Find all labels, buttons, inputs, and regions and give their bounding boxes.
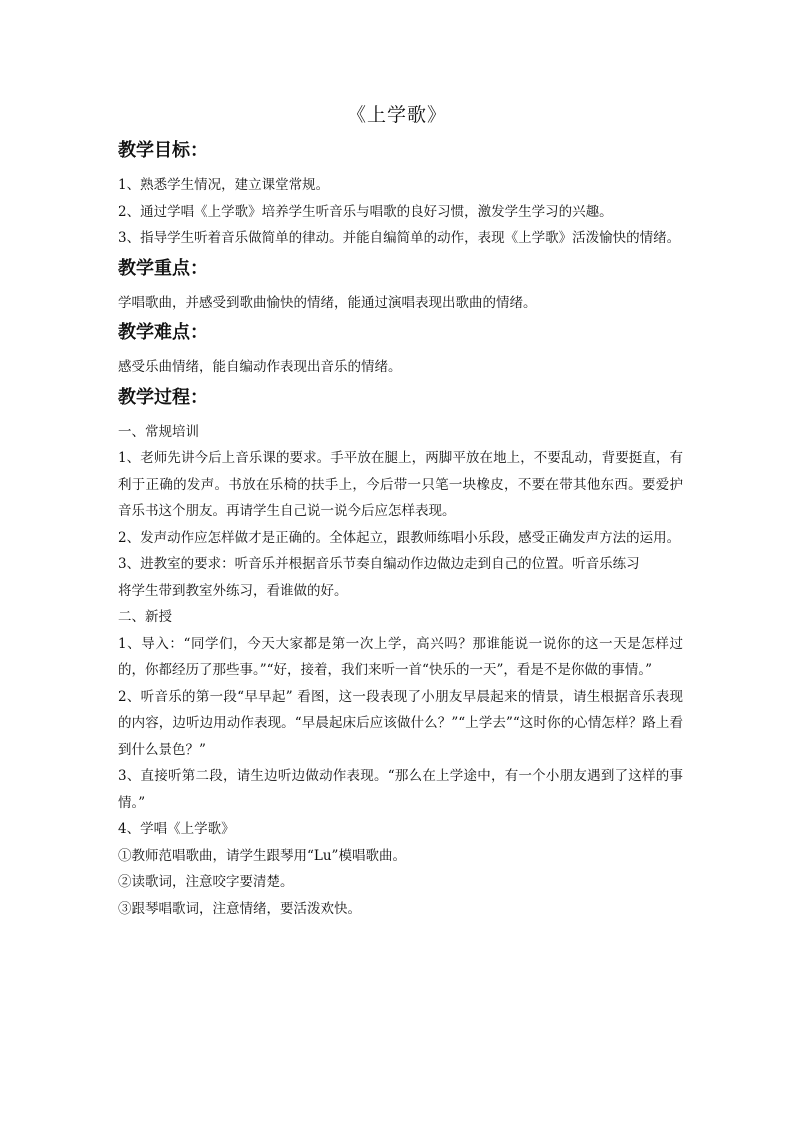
document-body [118,136,683,922]
process-item-7: 1、导入：“同学们，今天大家都是第一次上学，高兴吗？那谁能说一说你的这一天是怎样过的，你都经历了那些事。”“好，接着，我们来听一首“快乐的一天”，看是不是你做的事情。” [118,635,683,678]
document-title: 《上学歌》 [346,104,447,126]
keypoint-item-1: 学唱歌曲，并感受到歌曲愉快的情绪，能通过演唱表现出歌曲的情绪。 [118,294,537,311]
process-item-3: 2、发声动作应怎样做才是正确的。全体起立，跟教师练唱小乐段，感受正确发声方法的运用。 [118,529,681,546]
heading-goals: 教学目标： [118,140,208,161]
process-item-1: 一、常规培训 [118,423,199,440]
process-item-10: 4、学唱《上学歌》 [118,821,235,837]
process-item-12: ②读歌词，注意咬字要清楚。 [118,874,294,890]
process-item-11: ①教师范唱歌曲，请学生跟琴用“Lu”模唱歌曲。 [118,847,406,864]
process-item-8: 2、听音乐的第一段“早早起” 看图，这一段表现了小朋友早晨起来的情景，请生根据音乐表现的内容，边听边用动作表现。“早晨起床后应该做什么？”“上学去”“这时你的心情怎样？路上看到什么景色？” [118,688,683,758]
process-item-9: 3、直接听第二段，请生边听边做动作表现。“那么在上学途中，有一个小朋友遇到了这样的事情。” [118,768,683,811]
goal-item-1: 1、熟悉学生情况，建立课堂常规。 [118,177,330,193]
heading-difficulties: 教学难点： [118,322,208,343]
heading-process: 教学过程： [118,386,208,408]
heading-keypoints: 教学重点： [118,257,208,279]
difficulty-item-1: 感受乐曲情绪，能自编动作表现出音乐的情绪。 [118,359,402,375]
process-item-6: 二、新授 [118,609,172,625]
process-item-5: 将学生带到教室外练习，看谁做的好。 [118,582,348,599]
goal-item-2: 2、通过学唱《上学歌》培养学生听音乐与唱歌的良好习惯，激发学生学习的兴趣。 [118,203,613,220]
process-item-4: 3、进教室的要求：听音乐并根据音乐节奏自编动作边做边走到自己的位置。听音乐练习 [118,556,640,572]
goal-item-3: 3、指导学生听着音乐做简单的律动。并能自编简单的动作，表现《上学歌》活泼愉快的情绪。 [118,230,681,246]
process-item-13: ③跟琴唱歌词，注意情绪，要活泼欢快。 [118,900,361,917]
process-item-2: 1、老师先讲今后上音乐课的要求。手平放在腿上，两脚平放在地上，不要乱动，背要挺直，有利于正确的发声。书放在乐椅的扶手上，今后带一只笔一块橡皮，不要在带其他东西。要爱护音乐书这个朋友。再请学生自己说一说今后应怎样表现。 [118,450,683,519]
